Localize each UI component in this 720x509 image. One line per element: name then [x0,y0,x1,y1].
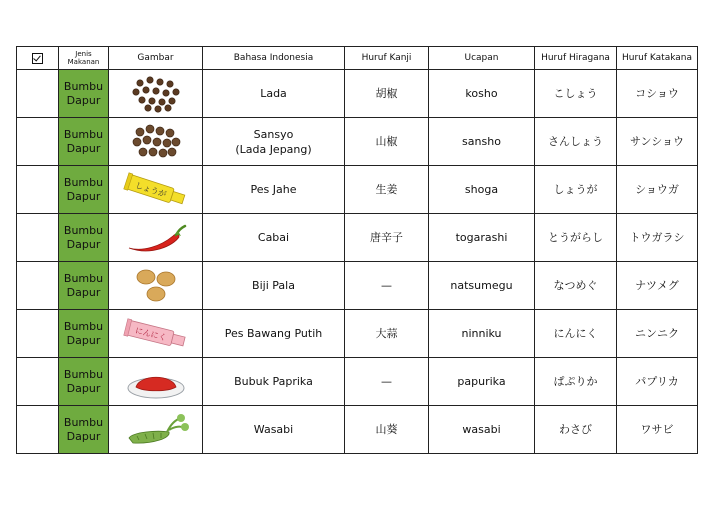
gambar-cell [109,358,203,406]
katakana-cell: トウガラシ [617,214,698,262]
checkbox-icon[interactable] [32,53,43,64]
gambar-cell [109,166,203,214]
ucapan-cell: shoga [429,166,535,214]
table-row [17,166,698,214]
header-gambar: Gambar [109,47,203,70]
jenis-makanan-cell: Bumbu Dapur [59,214,109,262]
table-row [17,118,698,166]
spice-vocabulary-table [16,46,698,454]
header-huruf-hiragana: Huruf Hiragana [535,47,617,70]
gambar-cell [109,310,203,358]
checkbox-header[interactable] [17,47,59,70]
sansho-pepper-icon [126,122,186,162]
bahasa-indonesia-cell: Pes Bawang Putih [203,310,345,358]
jenis-makanan-cell: Bumbu Dapur [59,262,109,310]
katakana-cell: サンショウ [617,118,698,166]
table-row [17,310,698,358]
checkbox-cell[interactable] [17,262,59,310]
bahasa-indonesia-cell: Biji Pala [203,262,345,310]
jenis-makanan-cell: Bumbu Dapur [59,358,109,406]
jenis-makanan-cell: Bumbu Dapur [59,406,109,454]
header-bahasa-indonesia: Bahasa Indonesia [203,47,345,70]
checkbox-cell[interactable] [17,70,59,118]
tube-label-text: にんにく [133,325,167,342]
checkbox-cell[interactable] [17,310,59,358]
kanji-cell: 山椒 [345,118,429,166]
kanji-cell: 唐辛子 [345,214,429,262]
ucapan-cell: papurika [429,358,535,406]
bahasa-indonesia-cell: Lada [203,70,345,118]
hiragana-cell: しょうが [535,166,617,214]
jenis-makanan-cell: Bumbu Dapur [59,118,109,166]
checkbox-cell[interactable] [17,118,59,166]
katakana-cell: ワサビ [617,406,698,454]
paprika-powder-icon [124,362,188,402]
hiragana-cell: わさび [535,406,617,454]
kanji-cell: — [345,262,429,310]
nutmeg-icon [126,265,186,307]
ucapan-cell: wasabi [429,406,535,454]
gambar-cell [109,70,203,118]
jenis-makanan-cell: Bumbu Dapur [59,166,109,214]
kanji-cell: — [345,358,429,406]
ucapan-cell: ninniku [429,310,535,358]
gambar-cell [109,118,203,166]
katakana-cell: コショウ [617,70,698,118]
kanji-cell: 生姜 [345,166,429,214]
jenis-makanan-cell: Bumbu Dapur [59,310,109,358]
hiragana-cell: こしょう [535,70,617,118]
header-ucapan: Ucapan [429,47,535,70]
header-jenis-makanan: Jenis Makanan [59,47,109,70]
garlic-paste-tube-icon [121,313,191,355]
hiragana-cell: にんにく [535,310,617,358]
red-chili-icon [121,218,191,258]
hiragana-cell: ぱぷりか [535,358,617,406]
wasabi-root-icon [123,410,189,450]
bahasa-indonesia-cell: Wasabi [203,406,345,454]
ucapan-cell: togarashi [429,214,535,262]
checkbox-cell[interactable] [17,214,59,262]
katakana-cell: ナツメグ [617,262,698,310]
header-row [17,47,698,70]
table-row [17,358,698,406]
gambar-cell [109,262,203,310]
checkbox-cell[interactable] [17,358,59,406]
hiragana-cell: さんしょう [535,118,617,166]
bahasa-indonesia-cell: Bubuk Paprika [203,358,345,406]
katakana-cell: ニンニク [617,310,698,358]
jenis-makanan-cell: Bumbu Dapur [59,70,109,118]
checkbox-cell[interactable] [17,406,59,454]
hiragana-cell: なつめぐ [535,262,617,310]
katakana-cell: パプリカ [617,358,698,406]
kanji-cell: 胡椒 [345,70,429,118]
ginger-paste-tube-icon [121,169,191,211]
bahasa-indonesia-cell: Sansyo (Lada Jepang) [203,118,345,166]
ucapan-cell: sansho [429,118,535,166]
ucapan-cell: kosho [429,70,535,118]
table-row [17,214,698,262]
table-row [17,70,698,118]
peppercorns-icon [126,74,186,114]
table-row [17,262,698,310]
ucapan-cell: natsumegu [429,262,535,310]
hiragana-cell: とうがらし [535,214,617,262]
header-huruf-kanji: Huruf Kanji [345,47,429,70]
kanji-cell: 大蒜 [345,310,429,358]
katakana-cell: ショウガ [617,166,698,214]
bahasa-indonesia-cell: Cabai [203,214,345,262]
tube-label-text: しょうが [133,180,167,199]
gambar-cell [109,406,203,454]
header-huruf-katakana: Huruf Katakana [617,47,698,70]
checkbox-cell[interactable] [17,166,59,214]
gambar-cell [109,214,203,262]
table-row [17,406,698,454]
bahasa-indonesia-cell: Pes Jahe [203,166,345,214]
kanji-cell: 山葵 [345,406,429,454]
